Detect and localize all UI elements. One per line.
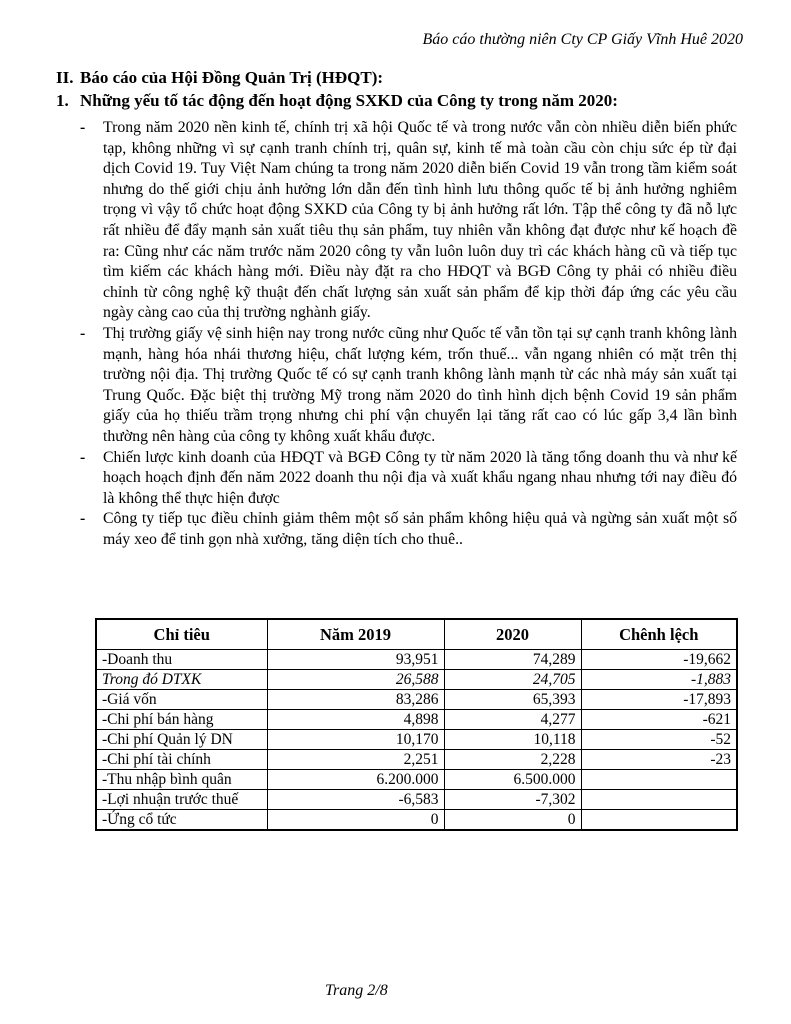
cell-y2019: 0: [267, 810, 444, 831]
cell-y2020: 24,705: [444, 670, 581, 690]
bullet-dash: -: [80, 510, 86, 528]
subsection-title: Những yếu tố tác động đến hoạt động SXKD của Công ty trong năm 2020:: [80, 91, 618, 110]
cell-y2020: 4,277: [444, 710, 581, 730]
row-label: -Giá vốn: [96, 690, 267, 710]
table-row: [96, 790, 737, 810]
bullet-dash: -: [80, 448, 86, 466]
cell-y2019: 10,170: [267, 730, 444, 750]
cell-y2019: 93,951: [267, 650, 444, 670]
row-label: -Chi phí tài chính: [96, 750, 267, 770]
cell-diff: -621: [581, 710, 737, 730]
cell-y2019: -6,583: [267, 790, 444, 810]
cell-y2020: 6.500.000: [444, 770, 581, 790]
headings-block: [56, 66, 756, 112]
bullet-list: [80, 118, 737, 550]
cell-y2019: 2,251: [267, 750, 444, 770]
row-label: -Chi phí bán hàng: [96, 710, 267, 730]
cell-diff: -19,662: [581, 650, 737, 670]
row-label: -Lợi nhuận trước thuế: [96, 790, 267, 810]
row-label: -Chi phí Quản lý DN: [96, 730, 267, 750]
bullet-text: Trong năm 2020 nền kinh tế, chính trị xã hội Quốc tế và trong nước vẫn còn nhiều diễn biến phức tạp, không những vì sự cạnh tranh chính trị, quân sự, kinh tế mà toàn cầu còn chịu sức ép từ đại dịch Covid 19. Tuy Việt Nam chúng ta trong năm 2020 diễn biến Covid 19 vẫn trong tầm kiểm soát nhưng do thế giới chịu ảnh hưởng lớn dẫn đến tình hình lưu thông quốc tế bị ảnh hưởng nghiêm trọng vì vậy tổ chức hoạt động SXKD của Công ty bị ảnh hưởng rất lớn. Tập thể công ty đã nỗ lực rất nhiều để đẩy mạnh sản xuất tiêu thụ sản phẩm, tuy nhiên vẫn không đạt được như kế hoạch đề ra: Cũng như các năm trước năm 2020 công ty vẫn luôn luôn duy trì các khách hàng cũ và tiếp tục tìm kiếm các khách hàng mới. Điều này đặt ra cho HĐQT và BGĐ Công ty phải có nhiều điều chỉnh từ công nghệ kỹ thuật đến chất lượng sản xuất sản phẩm để kịp thời đáp ứng các yêu cầu ngày càng cao của thị trường nghành giấy.: [103, 119, 737, 322]
row-label: -Doanh thu: [96, 650, 267, 670]
cell-y2020: 65,393: [444, 690, 581, 710]
section-number: II.: [56, 68, 74, 87]
subsection-heading: [56, 89, 756, 112]
bullet-item: [80, 324, 737, 448]
table-row: [96, 770, 737, 790]
row-label: -Thu nhập bình quân: [96, 770, 267, 790]
table-row: [96, 750, 737, 770]
cell-diff: -52: [581, 730, 737, 750]
cell-y2020: 2,228: [444, 750, 581, 770]
bullet-text: Công ty tiếp tục điều chỉnh giảm thêm một số sản phẩm không hiệu quả và ngừng sản xuất một số máy xeo để tinh gọn nhà xưởng, tăng diện tích cho thuê..: [103, 510, 737, 548]
bullet-dash: -: [80, 119, 86, 136]
table-row: [96, 730, 737, 750]
bullet-item: [80, 448, 737, 510]
cell-y2019: 26,588: [267, 670, 444, 690]
table-row: [96, 810, 737, 831]
cell-diff: [581, 790, 737, 810]
bullet-text: Chiến lược kinh doanh của HĐQT và BGĐ Công ty từ năm 2020 là tăng tổng doanh thu và như kế hoạch hoạch định đến năm 2022 doanh thu nội địa và xuất khẩu ngang nhau nhưng tới nay điều đó là không thể thực hiện được: [103, 448, 737, 507]
bullet-text: Thị trường giấy vệ sinh hiện nay trong nước cũng như Quốc tế vẫn tồn tại sự cạnh tranh không lành mạnh, hàng hóa nhái thương hiệu, chất lượng kém, trốn thuế... vẫn ngang nhiên có mặt trên thị trường nội địa. Thị trường Quốc tế có sự cạnh tranh không lành mạnh từ các nhà máy sản xuất tại Trung Quốc. Đặc biệt thị trường Mỹ trong năm 2020 do tình hình dịch bệnh Covid 19 sản phẩm giấy của họ thiếu trầm trọng nhưng chi phí vận chuyển lại tăng rất cao có lúc gấp 3,4 lần bình thường nên hàng của công ty không xuất khẩu được.: [103, 324, 737, 445]
cell-y2020: -7,302: [444, 790, 581, 810]
cell-y2019: 83,286: [267, 690, 444, 710]
cell-y2019: 4,898: [267, 710, 444, 730]
col-header-2020: 2020: [444, 619, 581, 650]
bullet-item: [80, 509, 737, 550]
table-row: [96, 670, 737, 690]
row-label: -Ứng cổ tức: [96, 810, 267, 831]
row-label: Trong đó DTXK: [96, 670, 267, 690]
bullet-item: [80, 118, 737, 324]
cell-diff: [581, 810, 737, 831]
cell-diff: -1,883: [581, 670, 737, 690]
subsection-number: 1.: [56, 91, 69, 110]
col-header-chi-tieu: Chỉ tiêu: [96, 619, 267, 650]
cell-diff: -17,893: [581, 690, 737, 710]
table-row: [96, 650, 737, 670]
col-header-chenh-lech: Chênh lệch: [581, 619, 737, 650]
col-header-nam-2019: Năm 2019: [267, 619, 444, 650]
cell-diff: [581, 770, 737, 790]
page-number: Trang 2/8: [325, 982, 388, 999]
cell-y2020: 0: [444, 810, 581, 831]
doc-header-title: Báo cáo thường niên Cty CP Giấy Vĩnh Huê 2020: [422, 31, 743, 48]
cell-diff: -23: [581, 750, 737, 770]
table-row: [96, 710, 737, 730]
table-header-row: [96, 619, 737, 650]
cell-y2020: 74,289: [444, 650, 581, 670]
cell-y2020: 10,118: [444, 730, 581, 750]
table-row: [96, 690, 737, 710]
bullet-dash: -: [80, 324, 86, 342]
cell-y2019: 6.200.000: [267, 770, 444, 790]
section-title: Báo cáo của Hội Đồng Quản Trị (HĐQT):: [80, 68, 384, 87]
section-heading: [56, 66, 756, 89]
financial-table: [95, 618, 738, 831]
